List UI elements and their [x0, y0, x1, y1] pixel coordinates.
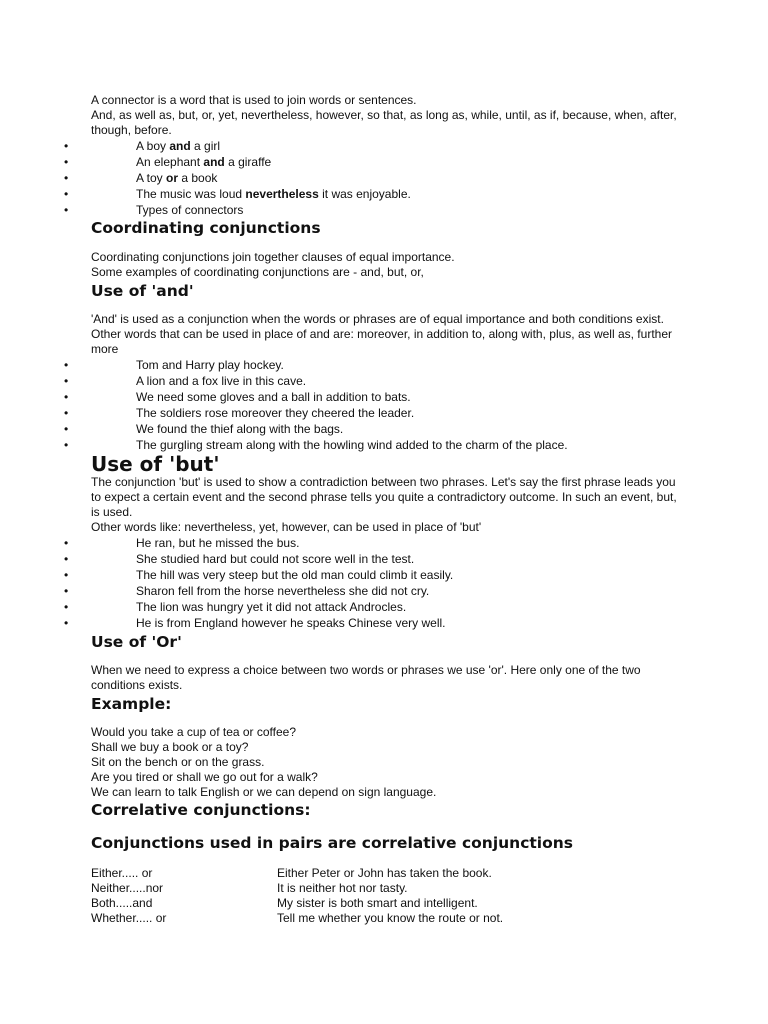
correlative-subheading: Conjunctions used in pairs are correlative conjunctions	[91, 834, 574, 852]
bullet-icon: •	[64, 358, 69, 372]
bullet-icon: •	[64, 568, 69, 582]
bullet-icon: •	[64, 406, 69, 420]
pair-cell: Either..... or	[91, 866, 153, 880]
example-cell: My sister is both smart and intelligent.	[277, 896, 478, 910]
pair-cell: Neither.....nor	[91, 881, 164, 895]
but-paragraph: The conjunction 'but' is used to show a contradiction between two phrases. Let's say the first phrase leads you to expect a certain event and the second phrase tells you quite a contradictory outcome. In such an event, but, is used.	[91, 475, 677, 520]
bullet-icon: •	[64, 584, 69, 598]
bullet-icon: •	[64, 438, 69, 452]
bullet-icon: •	[64, 422, 69, 436]
or-heading: Use of 'Or'	[91, 633, 182, 651]
bullet-icon: •	[64, 155, 69, 169]
example-line: Sit on the bench or on the grass.	[91, 755, 265, 769]
or-paragraph: When we need to express a choice between two words or phrases we use 'or'. Here only one of the two conditions exists.	[91, 663, 641, 693]
bullet-icon: •	[64, 203, 69, 217]
example-cell: Either Peter or John has taken the book.	[277, 866, 492, 880]
example-heading: Example:	[91, 695, 172, 713]
example-cell: Tell me whether you know the route or not.	[277, 911, 504, 925]
bullet-icon: •	[64, 552, 69, 566]
coordinating-line: Some examples of coordinating conjunctions are - and, but, or,	[91, 265, 424, 279]
example-line: Shall we buy a book or a toy?	[91, 740, 249, 754]
correlative-heading: Correlative conjunctions:	[91, 801, 311, 819]
coordinating-line: Coordinating conjunctions join together clauses of equal importance.	[91, 250, 455, 264]
connectors-list-text: And, as well as, but, or, yet, nevertheless, however, so that, as long as, while, until, as if, because, when, after, though, before.	[91, 108, 677, 138]
and-heading: Use of 'and'	[91, 282, 194, 300]
example-line: Would you take a cup of tea or coffee?	[91, 725, 297, 739]
document-page: A connector is a word that is used to join words or sentences. And, as well as, but, or, yet, nevertheless, however, so that, as long as, while, until, as if, because, when, after, though, before. • A boy and a girl • An elephant and a giraffe • A toy or a book • The music was loud nevertheless it was enjoyable. • Types of connectors Coordinating conjunctions Coordinating conjunctions join together clauses of equal importance. Some examples of coordinating conjunctions are - and, but, or, Use of 'and' 'And' is used as a conjunction when the words or phrases are of equal importance and both conditions exist. Other words that can be used in place of and are: moreover, in addition to, along with, plus, as well as, further more • Tom and Harry play hockey. • A lion and a fox live in this cave. • We need some gloves and a ball in addition to bats. • The soldiers rose moreover they cheered the leader. • We found the thief along with the bags. • The gurgling stream along with the howling wind added to the charm of the place. Use of 'but' The conjunction 'but' is used to show a contradiction between two phrases. Let's say the first phrase leads you to expect a certain event and the second phrase tells you quite a contradictory outcome. In such an event, but, is used. Other words like: nevertheless, yet, however, can be used in place of 'but' • He ran, but he missed the bus. • She studied hard but could not score well in the test. • The hill was very steep but the old man could climb it easily. • Sharon fell from the horse nevertheless she did not cry. • The lion was hungry yet it did not attack Androcles. • He is from England however he speaks Chinese very well. Use of 'Or' When we need to express a choice between two words or phrases we use 'or'. Here only one of the two conditions exists. Example: Would you take a cup of tea or coffee? Shall we buy a book or a toy? Sit on the bench or on the grass. Are you tired or shall we go out for a walk? We can learn to talk English or we can depend on sign language. Correlative conjunctions: Conjunctions used in pairs are correlative conjunctions Either..... or Either Peter or John has taken the book. Neither.....nor It is neither hot nor tasty. Both.....and My sister is both smart and intelligent. Whether..... or Tell me whether you know the route or not.	[0, 0, 768, 1024]
bullet-icon: •	[64, 390, 69, 404]
and-paragraph: 'And' is used as a conjunction when the words or phrases are of equal importance and both conditions exist. Other words that can be used in place of and are: moreover, in addition to, along with, plus, as well as, further more	[91, 312, 672, 357]
example-line: We can learn to talk English or we can depend on sign language.	[91, 785, 437, 799]
pair-cell: Both.....and	[91, 896, 153, 910]
but-line: Other words like: nevertheless, yet, however, can be used in place of 'but'	[91, 520, 482, 534]
example-cell: It is neither hot nor tasty.	[277, 881, 408, 895]
bullet-icon: •	[64, 374, 69, 388]
pair-cell: Whether..... or	[91, 911, 167, 925]
bullet-icon: •	[64, 600, 69, 614]
bullet-icon: •	[64, 139, 69, 153]
intro-line: A connector is a word that is used to join words or sentences.	[91, 93, 417, 107]
bullet-icon: •	[64, 616, 69, 630]
bullet-icon: •	[64, 187, 69, 201]
example-line: Are you tired or shall we go out for a walk?	[91, 770, 318, 784]
bullet-icon: •	[64, 171, 69, 185]
coordinating-heading: Coordinating conjunctions	[91, 219, 321, 237]
but-heading: Use of 'but'	[91, 452, 220, 476]
bullet-icon: •	[64, 536, 69, 550]
